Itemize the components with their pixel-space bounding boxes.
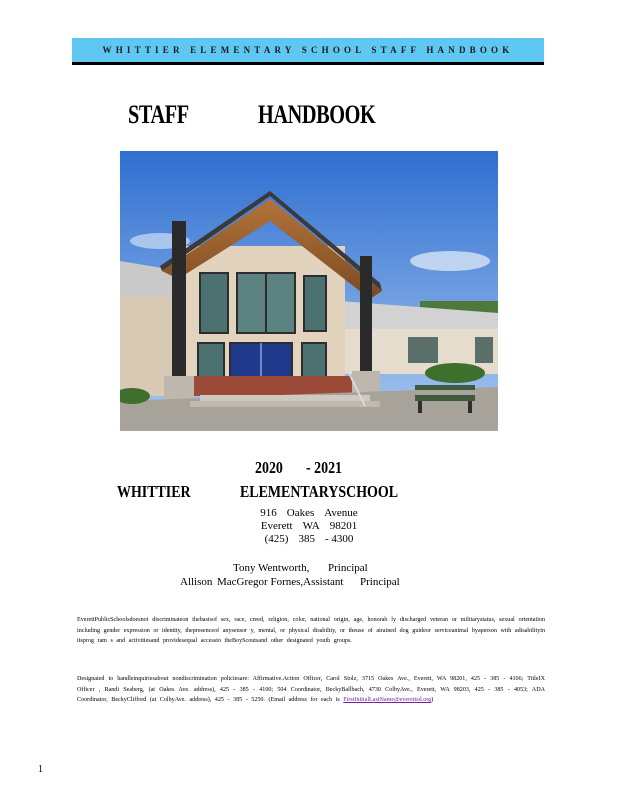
school-name (0, 482, 618, 504)
address-phone: (425) 385 - 4300 (264, 533, 354, 545)
page-title (0, 100, 618, 140)
address-city: Everett WA 98201 (260, 520, 358, 532)
year-end: - 2021 (306, 458, 343, 477)
email-link[interactable]: FirstInitialLastName@everettsd.org (343, 697, 432, 704)
header-rule (72, 62, 544, 65)
contacts-text: Designated to handleinquiriesabout nondiscrimination policiesare: Affirmative.Action Officer, Carol Stolz, 3715 Oakes Ave., Everett, WA 98201, 425 - 385 - 4106; TitleIX Officer , Randi Seaberg, (at Oakes Ave. address), 425 - 385 - 4100; 504 Coordinator, BeckyBallbach, 4730 ColbyAve., Everett, WA 98203, 425 - 385 - 4053; ADA Coordinator, BeckyClifford (at ColbyAve. address), 425 - 385 - 5250. (Email address for each is (77, 676, 545, 704)
school-photo (120, 151, 498, 431)
address-street: 916 Oakes Avenue (260, 507, 358, 519)
header-band (72, 38, 544, 62)
nondiscrimination-contacts: Designated to handleinquiriesabout nondiscrimination policiesare: Affirmative.Action Officer, Carol Stolz, 3715 Oakes Ave., Everett, WA 98201, 425 - 385 - 4106; TitleIX Officer , Randi Seaberg, (at Oakes Ave. address), 425 - 385 - 4100; 504 Coordinator, BeckyBallbach, 4730 ColbyAve., Everett, WA 98203, 425 - 385 - 4053; ADA Coordinator, BeckyClifford (at ColbyAve. address), 425 - 385 - 5250. (Email address for each is FirstInitialLastName@everettsd.org) (77, 676, 545, 704)
principal-title: Principal (328, 562, 368, 574)
school-name-word2: ELEMENTARYSCHOOL (240, 482, 399, 501)
page-number: 1 (38, 764, 43, 775)
handbook-header-title: WHITTIER ELEMENTARY SCHOOL STAFF HANDBOOK (102, 45, 514, 55)
principal-name: Tony Wentworth, (233, 562, 310, 574)
assistant-name: MacGregor Fornes,Assistant (217, 576, 344, 588)
school-name-word1: WHITTIER (117, 482, 191, 501)
nondiscrimination-statement: EverettPublicSchoolsdoesnot discriminateon thebasisof sex, race, creed, religion, color, national origin, age, honorab ly discharged veteran or militarystatus, sexual orientation including gender expression or identity, thepresenceof anysensor y, mental, or physical disability, or theuse of atrained dog guideor serviceanimal byaperson with adisabilityin itsprog ram s and activitiesand providesequal accessto theBoyScoutsand other designated youth groups. (77, 617, 545, 645)
year-start: 2020 (255, 458, 283, 477)
school-year (0, 458, 618, 480)
assistant-title: Principal (360, 576, 400, 588)
title-word-staff: STAFF (128, 100, 189, 129)
title-word-handbook: HANDBOOK (258, 100, 376, 129)
assistant-first-name: Allison (180, 576, 213, 588)
